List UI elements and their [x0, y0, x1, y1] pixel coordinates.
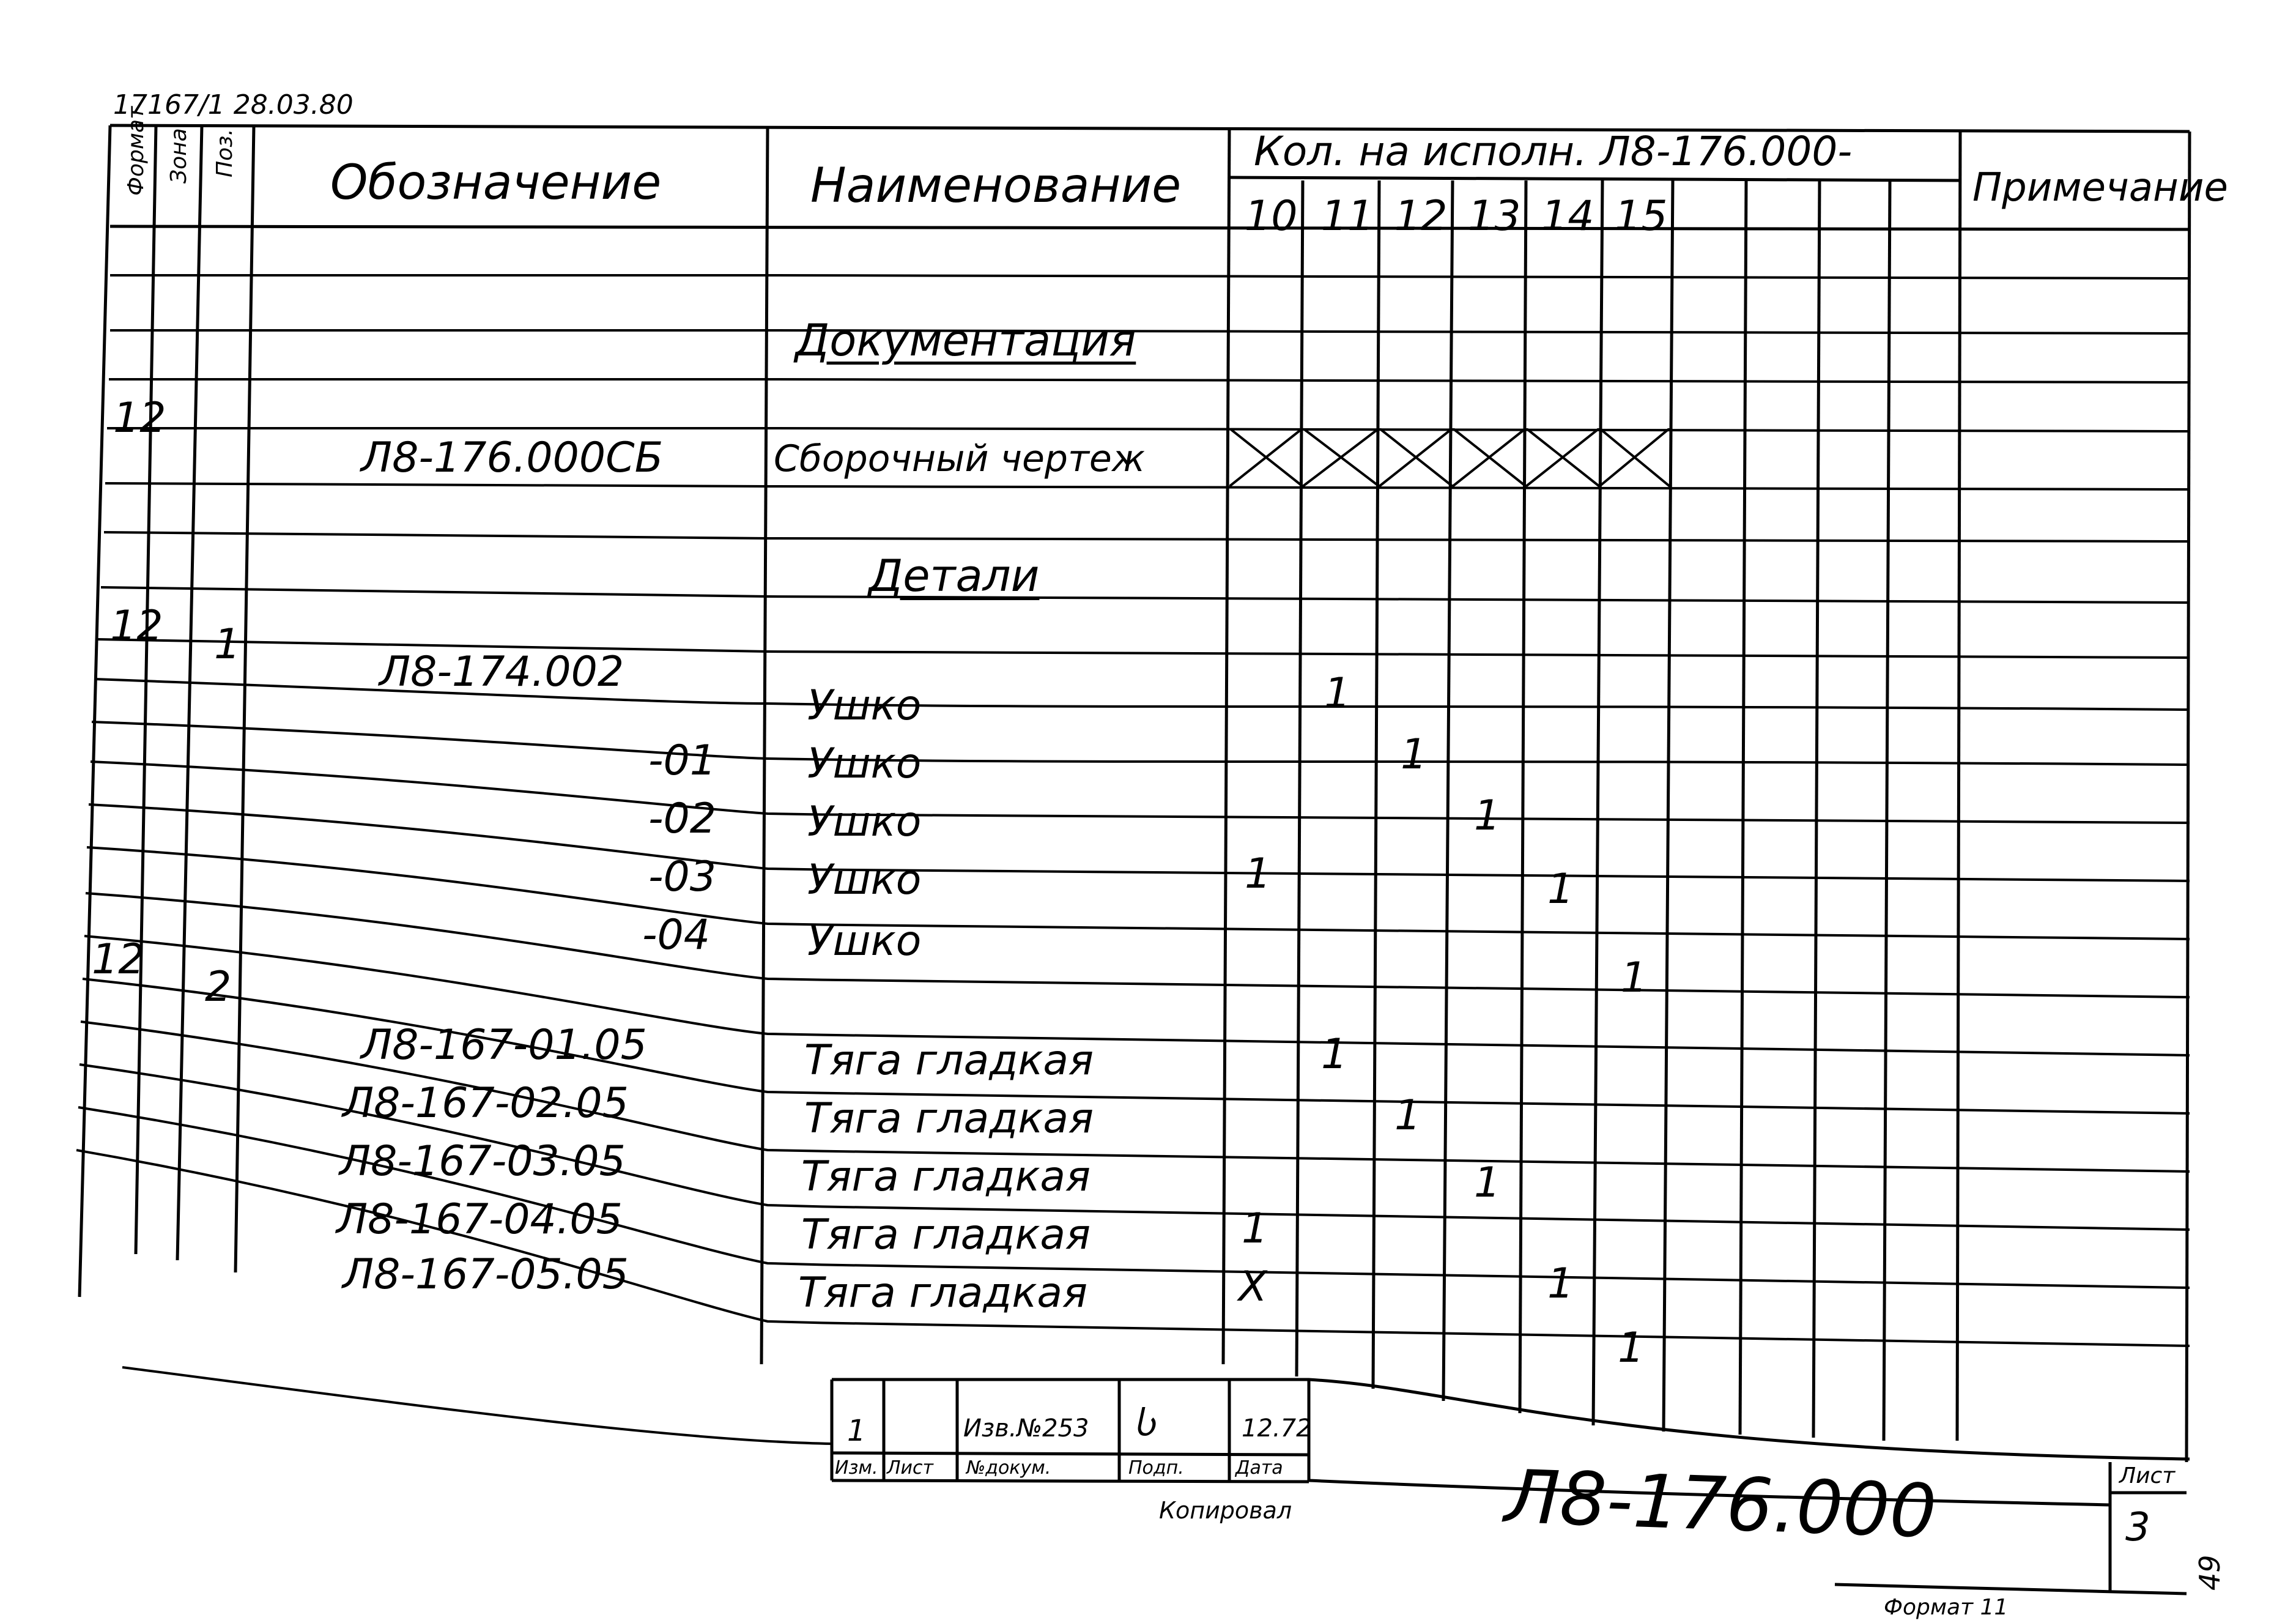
qty-mark: 1 — [1547, 1260, 1574, 1308]
row-designation: Л8-174.002 — [379, 648, 624, 696]
qty-mark: 1 — [1324, 669, 1351, 718]
col-format-header: Формат — [124, 106, 149, 196]
x-marks-assembly — [1229, 428, 1670, 489]
variant-header: 12 — [1394, 192, 1448, 240]
archive-stamp: 17167/1 28.03.80 — [113, 89, 354, 121]
tb-change-num: 1 — [847, 1414, 866, 1448]
row-name: Тяга гладкая — [801, 1211, 1091, 1259]
qty-mark: 1 — [1618, 1324, 1645, 1372]
row-format: 12 — [92, 935, 145, 984]
row-designation: Л8-176.000СБ — [361, 434, 664, 482]
row-pos: 2 — [205, 963, 232, 1011]
tb-copied: Копировал — [1159, 1497, 1292, 1524]
row-name: Ушко — [807, 917, 922, 965]
row-name: Тяга гладкая — [801, 1153, 1091, 1201]
row-designation: -01 — [648, 737, 717, 785]
col-note-header: Примечание — [1972, 165, 2228, 210]
tb-col-doc: №докум. — [966, 1457, 1051, 1479]
row-name: Ушко — [807, 740, 922, 788]
sheet-label: Лист — [2119, 1463, 2176, 1488]
variant-header: 10 — [1245, 192, 1298, 240]
qty-mark: 1 — [1242, 1205, 1268, 1253]
margin-number: 49 — [2193, 1554, 2226, 1591]
variant-header: 11 — [1321, 192, 1374, 240]
col-designation-header: Обозначение — [330, 155, 662, 210]
row-format: 12 — [113, 394, 166, 442]
qty-mark: 1 — [1321, 1030, 1348, 1079]
tb-col-sign: Подп. — [1128, 1457, 1184, 1479]
col-qty-header: Кол. на исполн. Л8-176.000- — [1254, 128, 1853, 175]
row-designation: -04 — [642, 911, 711, 959]
qty-mark: 1 — [1474, 1159, 1501, 1207]
row-designation: Л8-167-03.05 — [339, 1137, 626, 1186]
qty-mark: 1 — [1474, 792, 1501, 840]
row-name: Ушко — [807, 798, 922, 846]
col-pos-header: Поз. — [212, 128, 237, 177]
tb-col-date: Дата — [1235, 1457, 1283, 1479]
section-details: Детали — [868, 550, 1040, 601]
variant-header: 14 — [1541, 192, 1594, 240]
row-name: Сборочный чертеж — [774, 437, 1145, 480]
row-designation: -03 — [648, 853, 717, 901]
row-designation: Л8-167-01.05 — [361, 1021, 647, 1069]
section-documentation: Документация — [795, 314, 1136, 366]
variant-header: 13 — [1468, 192, 1521, 240]
qty-mark: 1 — [1547, 865, 1574, 913]
row-name: Ушко — [807, 682, 922, 730]
signature: Ⴑ — [1135, 1404, 1156, 1444]
tb-col-list: Лист — [887, 1457, 934, 1479]
row-name: Тяга гладкая — [804, 1036, 1094, 1085]
row-designation: -02 — [648, 795, 717, 843]
qty-mark: 1 — [1394, 1091, 1421, 1140]
row-designation: Л8-167-04.05 — [336, 1195, 623, 1244]
row-name: Ушко — [807, 856, 922, 904]
tb-col-izm: Изм. — [835, 1457, 878, 1479]
qty-mark: 1 — [1245, 850, 1272, 898]
qty-mark: 1 — [1621, 954, 1648, 1002]
row-name: Тяга гладкая — [798, 1269, 1087, 1317]
row-designation: Л8-167-05.05 — [343, 1250, 629, 1299]
col-zone-header: Зона — [166, 128, 191, 184]
tb-date: 12.72 — [1242, 1414, 1312, 1443]
doc-code: Л8-176.000 — [1503, 1454, 1938, 1555]
row-format: 12 — [110, 602, 163, 650]
qty-mark: 1 — [1401, 730, 1428, 779]
row-pos: 1 — [214, 620, 241, 669]
row-designation: Л8-167-02.05 — [343, 1079, 629, 1127]
variant-header: 15 — [1615, 192, 1668, 240]
sheet-number: 3 — [2125, 1505, 2150, 1550]
format-label: Формат 11 — [1884, 1595, 2009, 1620]
qty-cross-mark: X — [1239, 1263, 1267, 1311]
row-name: Тяга гладкая — [804, 1094, 1094, 1143]
col-name-header: Наименование — [810, 158, 1182, 214]
tb-doc-num: Изв.№253 — [963, 1414, 1089, 1443]
